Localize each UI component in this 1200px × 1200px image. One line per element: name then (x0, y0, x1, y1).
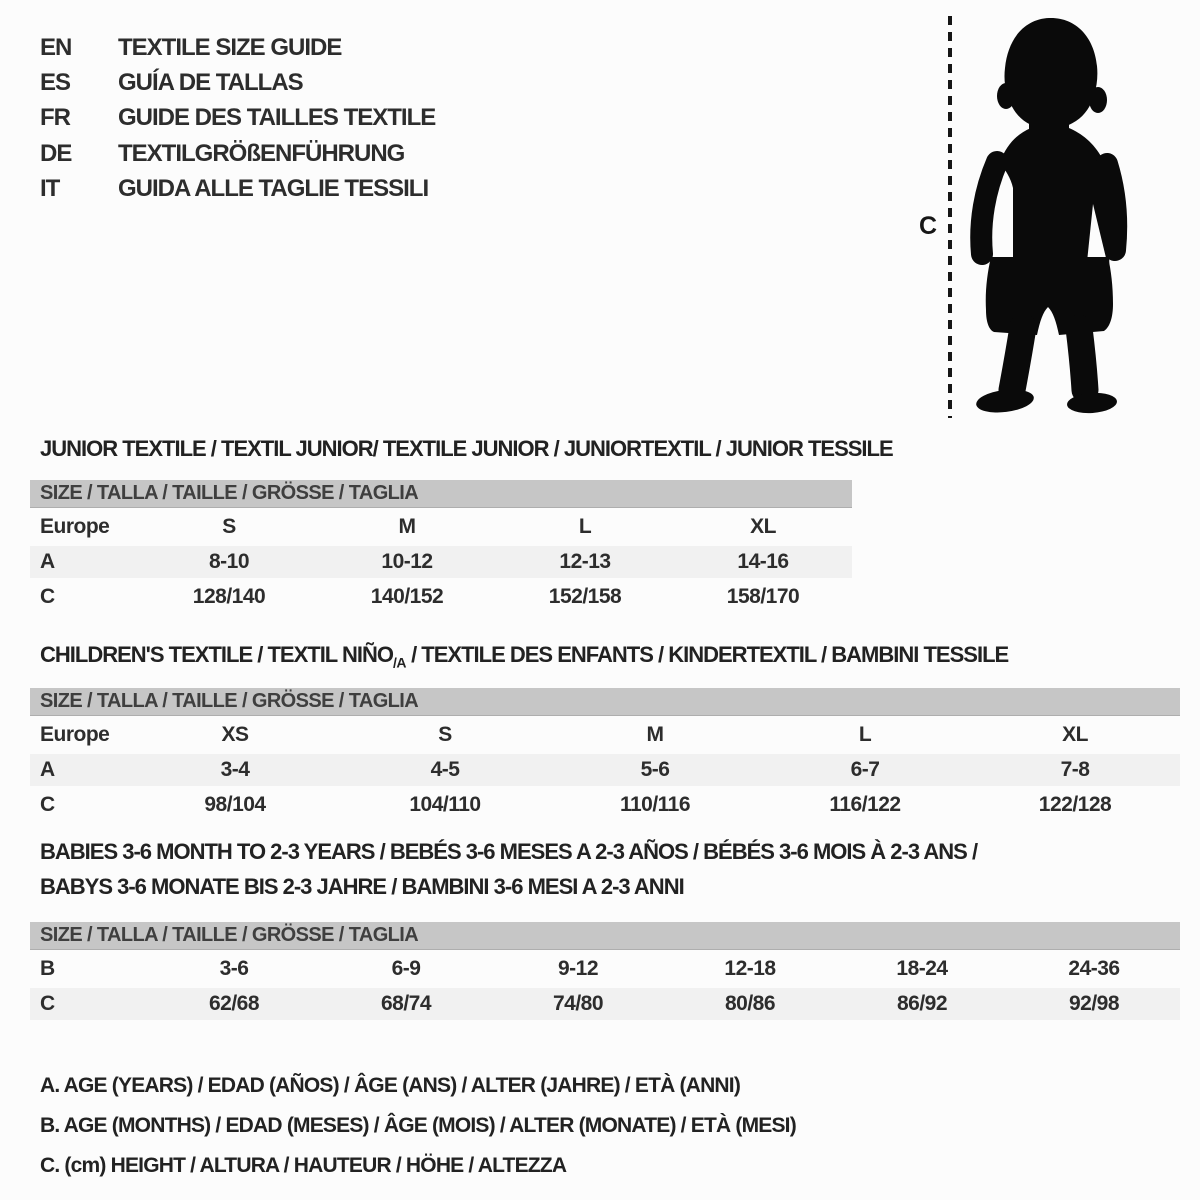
table-row-height (30, 988, 1180, 1020)
row-label: A (40, 550, 55, 573)
table-row-height (30, 789, 1180, 821)
value-cell: 5-6 (640, 758, 670, 781)
row-label: Europe (40, 515, 110, 538)
legend-line-a: A. AGE (YEARS) / EDAD (AÑOS) / ÂGE (ANS) / ALTER (JAHRE) / ETÀ (ANNI) (40, 1074, 741, 1097)
size-header-label: SIZE / TALLA / TAILLE / GRÖSSE / TAGLIA (40, 482, 419, 504)
row-label: C (40, 992, 55, 1015)
value-cell: 62/68 (208, 992, 260, 1015)
row-label: Europe (40, 723, 110, 746)
value-cell: 3-4 (220, 758, 250, 781)
size-header-bar (30, 922, 1180, 950)
value-cell: 98/104 (204, 793, 266, 816)
value-cell: 4-5 (430, 758, 460, 781)
size-cell: XL (1062, 723, 1088, 746)
value-cell: 68/74 (380, 992, 432, 1015)
size-cell: M (646, 723, 664, 746)
children-size-table (30, 688, 1180, 824)
height-measure-dashed-line (948, 16, 952, 418)
language-title: GUIDA ALLE TAGLIE TESSILI (118, 175, 429, 203)
baby-silhouette-icon (960, 12, 1142, 418)
row-label: B (40, 957, 55, 980)
value-cell: 92/98 (1068, 992, 1120, 1015)
table-row-age (30, 546, 852, 578)
value-cell: 9-12 (557, 957, 599, 980)
size-header-label: SIZE / TALLA / TAILLE / GRÖSSE / TAGLIA (40, 924, 419, 946)
legend-line-b: B. AGE (MONTHS) / EDAD (MESES) / ÂGE (MOIS) / ALTER (MONATE) / ETÀ (MESI) (40, 1114, 796, 1137)
value-cell: 140/152 (370, 585, 444, 608)
size-header-bar (30, 480, 852, 508)
value-cell: 152/158 (548, 585, 622, 608)
size-cell: XS (221, 723, 249, 746)
table-row-europe (30, 511, 852, 543)
language-code: ES (40, 69, 71, 97)
language-row-de (40, 136, 435, 171)
section-title-babies-line1: BABIES 3-6 MONTH TO 2-3 YEARS / BEBÉS 3-6 MESES A 2-3 AÑOS / BÉBÉS 3-6 MOIS À 2-3 ANS / (40, 839, 978, 864)
size-header-bar (30, 688, 1180, 716)
table-row-height (30, 581, 852, 613)
value-cell: 7-8 (1060, 758, 1090, 781)
value-cell: 18-24 (896, 957, 948, 980)
table-row-age-months (30, 953, 1180, 985)
section-title-children (40, 642, 1008, 670)
value-cell: 12-13 (559, 550, 611, 573)
size-cell: S (438, 723, 452, 746)
language-row-fr (40, 101, 435, 136)
value-cell: 128/140 (192, 585, 266, 608)
junior-size-table (30, 480, 852, 616)
value-cell: 6-7 (850, 758, 880, 781)
value-cell: 10-12 (381, 550, 433, 573)
value-cell: 14-16 (737, 550, 789, 573)
size-header-label: SIZE / TALLA / TAILLE / GRÖSSE / TAGLIA (40, 690, 419, 712)
size-cell: XL (750, 515, 776, 538)
language-title: TEXTILE SIZE GUIDE (118, 33, 342, 61)
size-cell: L (858, 723, 872, 746)
value-cell: 110/116 (619, 793, 691, 816)
table-row-europe (30, 719, 1180, 751)
value-cell: 8-10 (208, 550, 250, 573)
value-cell: 12-18 (724, 957, 776, 980)
value-cell: 24-36 (1068, 957, 1120, 980)
title-text: CHILDREN'S TEXTILE / TEXTIL NIÑO (40, 642, 393, 667)
value-cell: 122/128 (1038, 793, 1112, 816)
table-row-age (30, 754, 1180, 786)
value-cell: 3-6 (219, 957, 249, 980)
language-code: FR (40, 104, 70, 132)
language-title: GUÍA DE TALLAS (118, 69, 303, 97)
row-label: A (40, 758, 55, 781)
measure-label-c: C (918, 212, 938, 240)
language-row-en (40, 30, 435, 65)
row-label: C (40, 585, 55, 608)
section-title-junior: JUNIOR TEXTILE / TEXTIL JUNIOR/ TEXTILE JUNIOR / JUNIORTEXTIL / JUNIOR TESSILE (40, 436, 893, 461)
value-cell: 86/92 (896, 992, 948, 1015)
value-cell: 104/110 (409, 793, 481, 816)
section-title-babies-line2: BABYS 3-6 MONATE BIS 2-3 JAHRE / BAMBINI 3-6 MESI A 2-3 ANNI (40, 874, 684, 899)
value-cell: 116/122 (829, 793, 901, 816)
size-cell: S (222, 515, 236, 538)
title-subscript: /A (392, 654, 406, 671)
size-cell: L (578, 515, 592, 538)
legend-line-c: C. (cm) HEIGHT / ALTURA / HAUTEUR / HÖHE / ALTEZZA (40, 1154, 567, 1177)
language-title: GUIDE DES TAILLES TEXTILE (118, 104, 436, 132)
language-title: TEXTILGRÖßENFÜHRUNG (118, 139, 405, 167)
language-code: EN (40, 33, 72, 61)
language-row-es (40, 65, 435, 100)
language-row-it (40, 172, 435, 207)
language-code: IT (40, 175, 60, 203)
size-cell: M (398, 515, 416, 538)
title-text: / TEXTILE DES ENFANTS / KINDERTEXTIL / BAMBINI TESSILE (405, 642, 1009, 667)
language-code: DE (40, 139, 72, 167)
value-cell: 74/80 (552, 992, 604, 1015)
value-cell: 158/170 (726, 585, 800, 608)
babies-size-table (30, 922, 1180, 1023)
legend (40, 1066, 796, 1186)
row-label: C (40, 793, 55, 816)
value-cell: 80/86 (724, 992, 776, 1015)
language-list (40, 30, 435, 207)
value-cell: 6-9 (391, 957, 421, 980)
